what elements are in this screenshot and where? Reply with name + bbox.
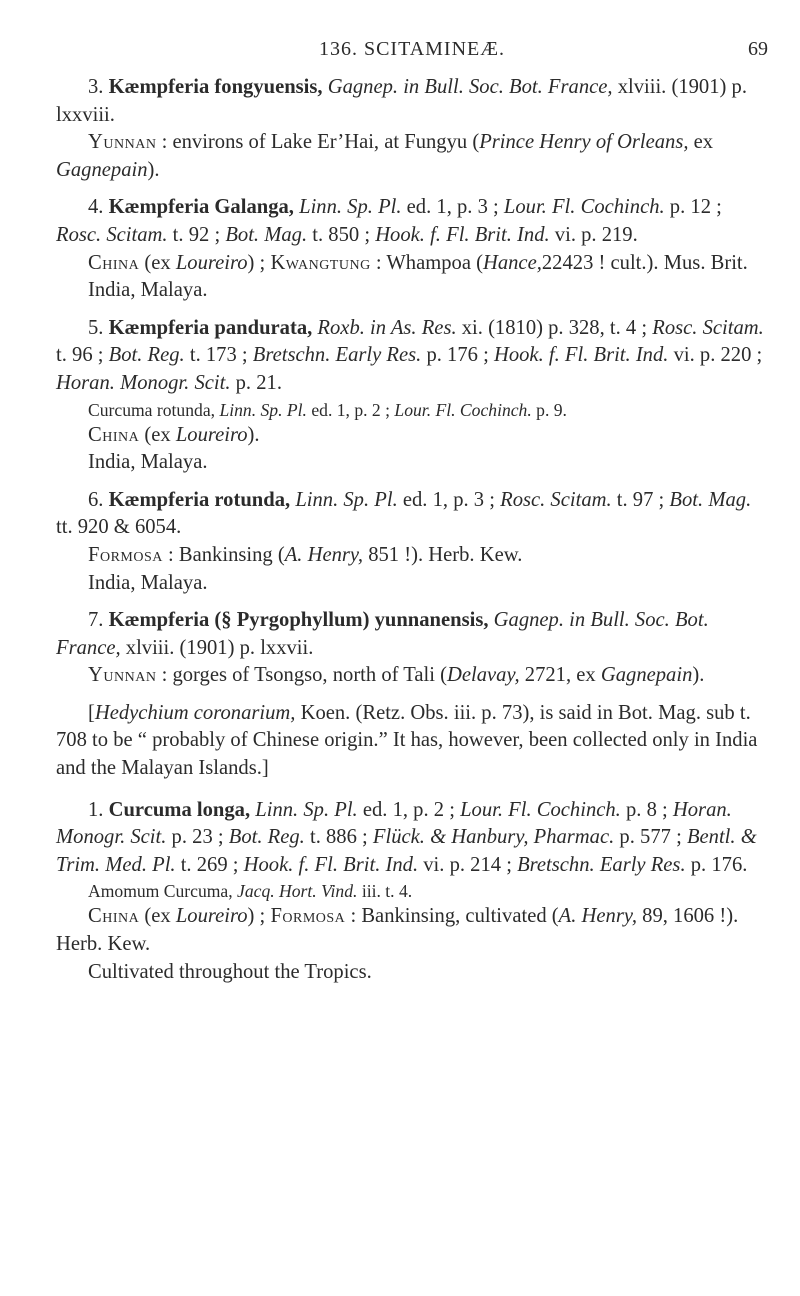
entry-number: 6.: [88, 488, 104, 511]
text-run: vi. p. 220 ;: [668, 344, 763, 367]
text-run: Curcuma rotunda,: [88, 399, 220, 420]
text-run: 2721, ex: [519, 664, 601, 687]
page-number: 69: [748, 38, 768, 60]
text-run: ).: [692, 664, 705, 687]
italic-text: Linn. Sp. Pl.: [295, 488, 398, 511]
page-header: [56, 20, 768, 74]
text-run: (ex: [139, 423, 176, 446]
italic-text: Bentl. & Trim. Med. Pl.: [56, 826, 757, 876]
text-run: ed. 1, p. 2 ;: [357, 798, 461, 821]
italic-text: Roxb. in As. Res.: [317, 316, 457, 339]
italic-text: Gagnepain: [600, 664, 693, 687]
entry-number: 5.: [88, 316, 104, 339]
locality-line: [56, 129, 768, 184]
text-run: tt. 920 & 6054.: [56, 516, 182, 539]
italic-text: Linn. Sp. Pl.: [255, 798, 358, 821]
italic-text: Gagnepain: [56, 158, 148, 181]
text-run: ed. 1, p. 2 ;: [306, 399, 395, 420]
text-run: ) ;: [247, 251, 271, 274]
text-run: xlviii. (1901) p. lxxvii.: [120, 636, 314, 659]
locality-line: [56, 422, 768, 450]
italic-text: A. Henry,: [284, 543, 364, 566]
text-run: t. 269 ;: [175, 853, 244, 876]
species-entry: [56, 74, 768, 184]
italic-text: Hook. f. Fl. Brit. Ind.: [375, 223, 550, 246]
italic-text: Linn. Sp. Pl.: [219, 399, 307, 420]
text-run: t. 850 ;: [307, 223, 376, 246]
region-name: Yunnan: [88, 131, 157, 154]
running-head: 136. SCITAMINEÆ.: [318, 38, 506, 60]
italic-text: Gagnep. in Bull. Soc. Bot. France,: [56, 609, 709, 659]
italic-text: Lour. Fl. Cochinch.: [460, 798, 621, 821]
species-entry: [56, 607, 768, 690]
species-name: Kæmpferia rotunda,: [108, 488, 291, 511]
text-run: : Bankinsing (: [162, 543, 285, 566]
locality-line: [56, 449, 768, 477]
text-run: ).: [247, 423, 260, 446]
text-run: t. 92 ;: [167, 223, 226, 246]
synonym-line: [56, 398, 768, 422]
species-citation: [56, 797, 768, 880]
italic-text: Lour. Fl. Cochinch.: [394, 399, 532, 420]
italic-text: Bot. Mag.: [225, 223, 308, 246]
text-run: p. 577 ;: [614, 826, 687, 849]
region-name: Yunnan: [88, 664, 157, 687]
species-name: Kæmpferia (§ Pyrgophyllum) yunnanensis,: [108, 609, 489, 632]
text-run: p. 8 ;: [620, 798, 673, 821]
italic-text: Loureiro: [175, 251, 248, 274]
text-run: iii. t. 4.: [357, 881, 413, 902]
species-name: Curcuma longa,: [108, 798, 251, 821]
locality-line: [56, 662, 768, 690]
text-run: Koen. (Retz. Obs. iii. p. 73), is said in Bot. Mag. sub t. 708 to be “ probably of Chinese origin.” It has, however, been collected only in India and the Malayan Islands.]: [56, 701, 758, 780]
italic-text: Bretschn. Early Res.: [252, 344, 422, 367]
species-name: Kæmpferia fongyuensis,: [108, 76, 323, 98]
italic-text: Horan. Monogr. Scit.: [56, 798, 732, 849]
text-run: vi. p. 219.: [549, 223, 638, 246]
species-citation: [56, 607, 768, 662]
italic-text: Jacq. Hort. Vind.: [237, 881, 358, 902]
species-citation: [56, 487, 768, 542]
text-run: 89, 1606 !). Herb. Kew.: [56, 905, 739, 956]
italic-text: Gagnep. in Bull. Soc. Bot. France,: [327, 76, 613, 98]
species-list-kaempferia: [56, 74, 768, 690]
region-name: China: [88, 423, 140, 446]
italic-text: Prince Henry of Orleans,: [479, 131, 689, 154]
italic-text: Lour. Fl. Cochinch.: [503, 196, 665, 219]
book-page: [56, 20, 768, 996]
text-run: p. 23 ;: [166, 826, 229, 849]
region-name: China: [88, 251, 140, 274]
region-name: Formosa: [88, 543, 163, 566]
text-run: xi. (1810) p. 328, t. 4 ;: [456, 316, 653, 339]
italic-text: Bot. Mag.: [669, 488, 752, 511]
italic-text: Rosc. Scitam.: [56, 223, 168, 246]
editorial-note: [56, 700, 768, 783]
locality-line: [56, 542, 768, 570]
text-run: ed. 1, p. 3 ;: [397, 488, 501, 511]
text-run: xlviii. (1901) p. lxxviii.: [56, 76, 747, 126]
synonym-line: [56, 879, 768, 903]
text-run: : Bankinsing, cultivated (: [345, 905, 559, 928]
italic-text: Linn. Sp. Pl.: [299, 196, 402, 219]
entry-number: 7.: [88, 609, 104, 632]
species-citation: [56, 194, 768, 249]
text-run: t. 96 ;: [56, 344, 109, 367]
locality-line: [56, 570, 768, 598]
italic-text: Rosc. Scitam.: [500, 488, 612, 511]
species-entry: [56, 194, 768, 304]
text-run: India, Malaya.: [88, 571, 208, 594]
italic-text: Bretschn. Early Res.: [517, 853, 686, 876]
text-run: p. 9.: [531, 399, 567, 420]
entry-number: 4.: [88, 196, 104, 219]
italic-text: Hedychium coronarium,: [94, 701, 296, 724]
italic-text: A. Henry,: [558, 905, 637, 928]
text-run: t. 886 ;: [304, 826, 373, 849]
text-run: p. 21.: [230, 371, 282, 394]
italic-text: Loureiro: [175, 905, 248, 928]
text-run: t. 173 ;: [184, 344, 253, 367]
italic-text: Horan. Monogr. Scit.: [56, 371, 231, 394]
text-run: p. 176.: [685, 853, 748, 876]
italic-text: Hook. f. Fl. Brit. Ind.: [243, 853, 419, 876]
entry-number: 3.: [88, 76, 104, 98]
text-run: vi. p. 214 ;: [418, 853, 518, 876]
italic-text: Loureiro: [175, 423, 248, 446]
locality-line: [56, 277, 768, 305]
species-name: Kæmpferia pandurata,: [108, 316, 313, 339]
species-list-curcuma: [56, 797, 768, 987]
text-run: 22423 ! cult.). Mus. Brit.: [541, 251, 748, 274]
entry-number: 1.: [88, 798, 104, 821]
text-run: ed. 1, p. 3 ;: [401, 196, 504, 219]
text-run: ).: [147, 158, 160, 181]
text-run: (ex: [139, 251, 176, 274]
locality-line: [56, 250, 768, 278]
species-entry: [56, 487, 768, 597]
locality-line: [56, 903, 768, 958]
locality-line: [56, 959, 768, 987]
species-entry: [56, 315, 768, 477]
text-run: [: [88, 701, 95, 724]
text-run: Amomum Curcuma,: [88, 881, 238, 902]
text-run: p. 176 ;: [421, 344, 494, 367]
region-name: China: [88, 905, 140, 928]
italic-text: Rosc. Scitam.: [652, 316, 764, 339]
text-run: India, Malaya.: [88, 279, 208, 302]
italic-text: Bot. Reg.: [228, 826, 305, 849]
region-name: Kwangtung: [270, 251, 371, 274]
text-run: 851 !). Herb. Kew.: [363, 543, 523, 566]
italic-text: Hance,: [482, 251, 542, 274]
text-run: ) ;: [247, 905, 271, 928]
text-run: p. 12 ;: [664, 196, 722, 219]
text-run: ex: [688, 131, 714, 154]
text-run: : environs of Lake Er’Hai, at Fungyu (: [156, 131, 480, 154]
text-run: : gorges of Tsongso, north of Tali (: [156, 664, 448, 687]
italic-text: Flück. & Hanbury, Pharmac.: [372, 826, 615, 849]
region-name: Formosa: [270, 905, 346, 928]
species-citation: [56, 74, 768, 129]
italic-text: Bot. Reg.: [108, 344, 185, 367]
text-run: Cultivated throughout the Tropics.: [88, 960, 372, 983]
text-run: : Whampoa (: [370, 251, 483, 274]
text-run: (ex: [139, 905, 176, 928]
text-run: t. 97 ;: [611, 488, 670, 511]
text-run: India, Malaya.: [88, 451, 208, 474]
species-entry: [56, 797, 768, 987]
species-citation: [56, 315, 768, 398]
italic-text: Hook. f. Fl. Brit. Ind.: [493, 344, 669, 367]
italic-text: Delavay,: [447, 664, 520, 687]
species-name: Kæmpferia Galanga,: [108, 196, 294, 219]
